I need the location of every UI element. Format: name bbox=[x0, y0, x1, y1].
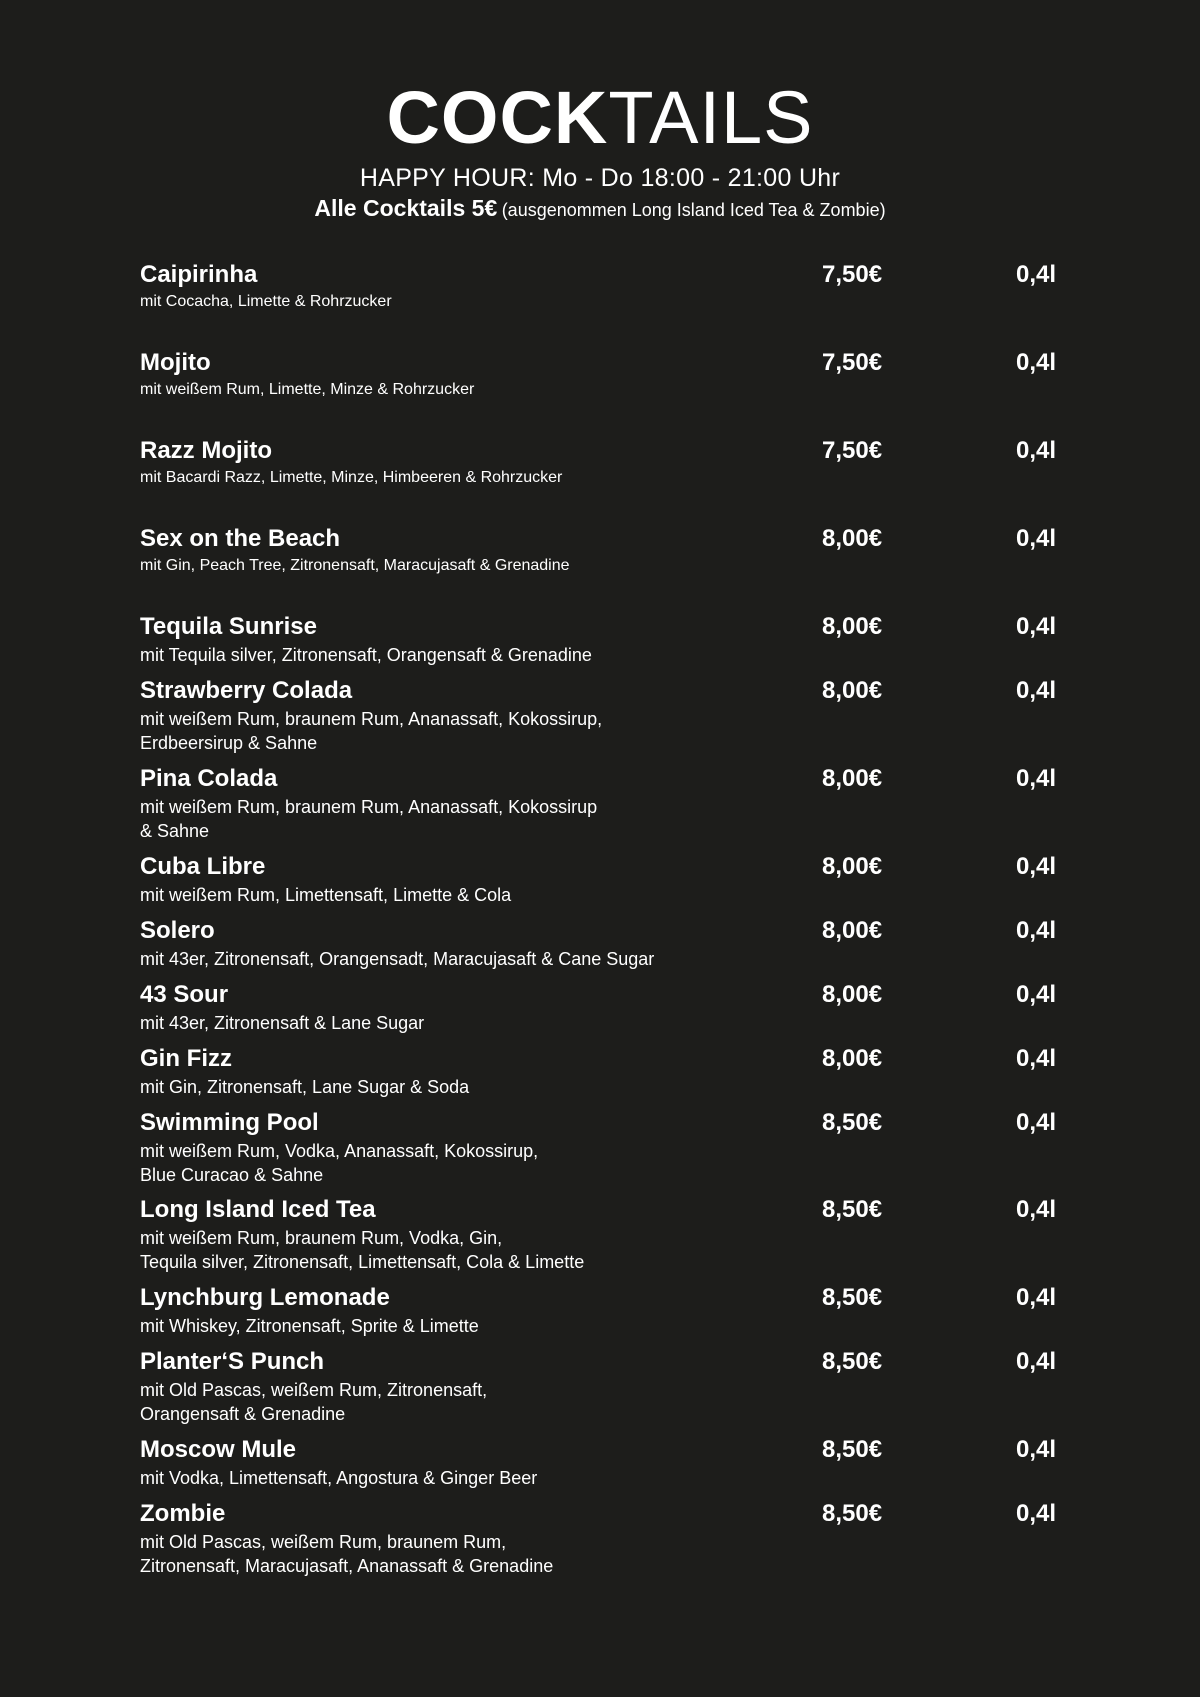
title-thin-part: TAILS bbox=[608, 76, 814, 159]
cocktail-price: 8,50€ bbox=[822, 1284, 883, 1311]
cocktail-name: Long Island Iced Tea bbox=[140, 1196, 376, 1223]
cocktail-description: mit weißem Rum, braunem Rum, Vodka, Gin, Tequila silver, Zitronensaft, Limettensaft, Cola & Limette bbox=[140, 1228, 585, 1272]
cocktail-volume: 0,4l bbox=[1016, 1436, 1057, 1463]
cocktail-volume: 0,4l bbox=[1016, 613, 1057, 640]
cocktail-price: 8,00€ bbox=[822, 853, 883, 880]
cocktail-volume: 0,4l bbox=[1016, 981, 1057, 1008]
cocktail-description: mit weißem Rum, braunem Rum, Ananassaft, Kokossirup & Sahne bbox=[140, 797, 598, 841]
cocktail-price: 8,00€ bbox=[822, 677, 883, 704]
cocktail-name: Swimming Pool bbox=[140, 1109, 319, 1136]
cocktail-price: 7,50€ bbox=[822, 349, 883, 376]
cocktail-name: 43 Sour bbox=[140, 981, 229, 1008]
cocktail-volume: 0,4l bbox=[1016, 1045, 1057, 1072]
offer-exception-note: (ausgenommen Long Island Iced Tea & Zombie) bbox=[501, 200, 886, 220]
cocktail-description: mit Cocacha, Limette & Rohrzucker bbox=[140, 293, 392, 310]
cocktail-volume: 0,4l bbox=[1016, 525, 1057, 552]
happy-hour-offer bbox=[0, 193, 1200, 227]
cocktail-description: mit Whiskey, Zitronensaft, Sprite & Limette bbox=[140, 1316, 479, 1336]
cocktail-name: Solero bbox=[140, 917, 215, 944]
cocktail-description: mit weißem Rum, Limettensaft, Limette & Cola bbox=[140, 885, 512, 905]
cocktail-name: Caipirinha bbox=[140, 261, 258, 288]
cocktail-name: Gin Fizz bbox=[140, 1045, 232, 1072]
cocktail-description: mit 43er, Zitronensaft & Lane Sugar bbox=[140, 1013, 425, 1033]
cocktail-name: Sex on the Beach bbox=[140, 525, 341, 552]
cocktail-price: 7,50€ bbox=[822, 437, 883, 464]
cocktail-name: Planter‘S Punch bbox=[140, 1348, 325, 1375]
cocktail-volume: 0,4l bbox=[1016, 917, 1057, 944]
cocktail-volume: 0,4l bbox=[1016, 765, 1057, 792]
cocktail-description: mit Old Pascas, weißem Rum, braunem Rum, Zitronensaft, Maracujasaft, Ananassaft & Grenadine bbox=[140, 1532, 554, 1576]
cocktail-description: mit Tequila silver, Zitronensaft, Orangensaft & Grenadine bbox=[140, 645, 592, 665]
cocktail-volume: 0,4l bbox=[1016, 1348, 1057, 1375]
cocktail-price: 8,00€ bbox=[822, 613, 883, 640]
cocktail-description: mit weißem Rum, braunem Rum, Ananassaft, Kokossirup, Erdbeersirup & Sahne bbox=[140, 709, 603, 753]
cocktail-volume: 0,4l bbox=[1016, 853, 1057, 880]
cocktail-name: Lynchburg Lemonade bbox=[140, 1284, 390, 1311]
cocktail-volume: 0,4l bbox=[1016, 1109, 1057, 1136]
cocktail-price: 8,50€ bbox=[822, 1196, 883, 1223]
cocktail-name: Pina Colada bbox=[140, 765, 278, 792]
cocktail-price: 8,00€ bbox=[822, 1045, 883, 1072]
cocktail-description: mit Vodka, Limettensaft, Angostura & Ginger Beer bbox=[140, 1468, 538, 1488]
cocktail-description: mit weißem Rum, Limette, Minze & Rohrzucker bbox=[140, 381, 475, 398]
cocktail-price: 8,00€ bbox=[822, 525, 883, 552]
page-title bbox=[0, 78, 1200, 158]
cocktail-description: mit Gin, Peach Tree, Zitronensaft, Maracujasaft & Grenadine bbox=[140, 557, 570, 574]
title-bold-part: COCK bbox=[386, 76, 609, 159]
offer-highlight: Alle Cocktails 5€ bbox=[314, 195, 498, 221]
cocktail-description: mit weißem Rum, Vodka, Ananassaft, Kokossirup, Blue Curacao & Sahne bbox=[140, 1141, 539, 1185]
cocktail-price: 8,50€ bbox=[822, 1109, 883, 1136]
cocktail-price: 8,50€ bbox=[822, 1500, 883, 1527]
cocktail-name: Strawberry Colada bbox=[140, 677, 353, 704]
cocktail-price: 8,00€ bbox=[822, 981, 883, 1008]
cocktail-volume: 0,4l bbox=[1016, 1284, 1057, 1311]
cocktail-price: 8,50€ bbox=[822, 1348, 883, 1375]
cocktail-name: Zombie bbox=[140, 1500, 226, 1527]
cocktail-volume: 0,4l bbox=[1016, 261, 1057, 288]
cocktail-price: 8,00€ bbox=[822, 765, 883, 792]
cocktail-volume: 0,4l bbox=[1016, 1196, 1057, 1223]
cocktail-name: Mojito bbox=[140, 349, 211, 376]
cocktail-volume: 0,4l bbox=[1016, 349, 1057, 376]
cocktail-price: 8,50€ bbox=[822, 1436, 883, 1463]
cocktail-volume: 0,4l bbox=[1016, 677, 1057, 704]
cocktail-volume: 0,4l bbox=[1016, 1500, 1057, 1527]
cocktail-price: 8,00€ bbox=[822, 917, 883, 944]
cocktail-description: mit Old Pascas, weißem Rum, Zitronensaft, Orangensaft & Grenadine bbox=[140, 1380, 488, 1424]
cocktail-name: Cuba Libre bbox=[140, 853, 266, 880]
cocktail-price: 7,50€ bbox=[822, 261, 883, 288]
cocktail-description: mit 43er, Zitronensaft, Orangensadt, Maracujasaft & Cane Sugar bbox=[140, 949, 655, 969]
cocktail-description: mit Bacardi Razz, Limette, Minze, Himbeeren & Rohrzucker bbox=[140, 469, 563, 486]
happy-hour-line: HAPPY HOUR: Mo - Do 18:00 - 21:00 Uhr bbox=[359, 164, 841, 192]
cocktail-name: Tequila Sunrise bbox=[140, 613, 317, 640]
cocktail-volume: 0,4l bbox=[1016, 437, 1057, 464]
cocktail-name: Moscow Mule bbox=[140, 1436, 297, 1463]
cocktail-description: mit Gin, Zitronensaft, Lane Sugar & Soda bbox=[140, 1077, 470, 1097]
cocktail-name: Razz Mojito bbox=[140, 437, 272, 464]
